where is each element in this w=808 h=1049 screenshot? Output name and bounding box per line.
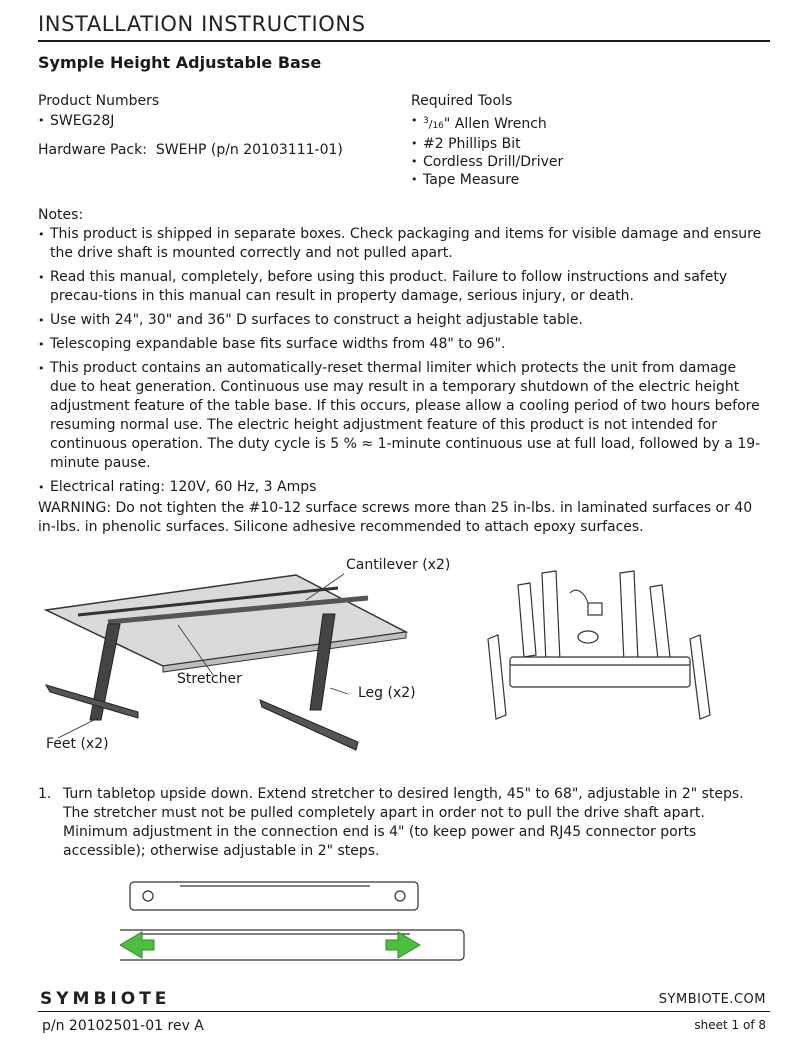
foot-right xyxy=(260,700,358,750)
list-item: • Tape Measure xyxy=(411,171,751,189)
list-item: • $^3$/16" Allen Wrench xyxy=(411,112,751,135)
part-number: p/n 20102501-01 rev A xyxy=(42,1018,204,1034)
foot-part-right xyxy=(690,635,710,719)
hardware-pack xyxy=(38,142,343,158)
cantilever-callout: Cantilever (x2) xyxy=(346,557,451,573)
required-tools-list xyxy=(411,112,751,189)
list-item: • This product contains an automatically-reset thermal limiter which protects the unit from damage due to heat generation. Continuous use may result in a temporary shutdown of the electric height adjustment feature of the table base. If this occurs, please allow a cooling period of two hours before resuming normal use. The electric height adjustment feature of this product is not intended for continuous operation. The duty cycle is 5 % ≈ 1-minute continuous use at full load, followed by a 19-minute pause. xyxy=(38,359,766,473)
leg-leader xyxy=(330,688,348,694)
list-item: • Use with 24", 30" and 36" D surfaces to construct a height adjustable table. xyxy=(38,311,766,330)
fraction-denominator: 16 xyxy=(432,121,444,131)
leg-part-1 xyxy=(518,583,536,657)
page-title: INSTALLATION INSTRUCTIONS xyxy=(38,12,366,36)
brand-logo: SYMBIOTE xyxy=(40,989,171,1009)
foot-part-left xyxy=(488,635,506,719)
leg-part-3 xyxy=(620,571,638,663)
cable-coil xyxy=(578,631,598,643)
list-item: • Electrical rating: 120V, 60 Hz, 3 Amps xyxy=(38,478,766,497)
product-numbers-section xyxy=(38,93,378,130)
list-item: • #2 Phillips Bit xyxy=(411,135,751,153)
cord xyxy=(570,590,588,603)
product-numbers-list xyxy=(38,112,378,130)
control-box xyxy=(588,603,602,615)
list-item: • Read this manual, completely, before using this product. Failure to follow instructions and safety precau-tions in this manual can result in property damage, serious injury, or death. xyxy=(38,268,766,306)
list-item: • Telescoping expandable base fits surface widths from 48" to 96". xyxy=(38,335,766,354)
feet-callout: Feet (x2) xyxy=(46,736,109,752)
sheet-number: sheet 1 of 8 xyxy=(694,1018,766,1032)
stretcher-callout: Stretcher xyxy=(177,671,242,687)
feet-leader xyxy=(58,718,98,738)
footer-divider xyxy=(38,1011,770,1012)
header-divider xyxy=(38,40,770,42)
mount-hole xyxy=(143,891,153,901)
notes-section xyxy=(38,207,766,502)
step-1 xyxy=(38,785,773,861)
notes-list xyxy=(38,225,766,497)
website-url[interactable]: SYMBIOTE.COM xyxy=(658,992,766,1007)
required-tools-heading: Required Tools xyxy=(411,93,513,109)
step-number: 1. xyxy=(38,786,52,802)
product-numbers-heading: Product Numbers xyxy=(38,93,160,109)
allen-wrench-label: " Allen Wrench xyxy=(443,116,547,132)
product-name: Symple Height Adjustable Base xyxy=(38,53,322,72)
stretcher-extension-diagram xyxy=(120,872,480,972)
hardware-pack-label: Hardware Pack: xyxy=(38,142,147,158)
warning-paragraph xyxy=(38,499,768,537)
tabletop-shape xyxy=(46,575,406,666)
table-assembly-diagram xyxy=(38,560,418,760)
notes-heading: Notes: xyxy=(38,207,84,223)
required-tools-section xyxy=(411,93,751,189)
fraction-numerator: 3 xyxy=(423,116,429,126)
parts-kit-diagram xyxy=(480,565,720,735)
list-item: • SWEG28J xyxy=(38,112,378,130)
hardware-pack-value: SWEHP (p/n 20103111-01) xyxy=(155,142,343,158)
warning-text: : Do not tighten the #10-12 surface screws more than 25 in-lbs. in laminated surfaces or 40 in-lbs. in phenolic surfaces. Silicone adhesive recommended to attach epoxy surfaces. xyxy=(38,500,753,535)
warning-label: WARNING xyxy=(38,500,107,516)
list-item: • This product is shipped in separate boxes. Check packaging and items for visible damage and ensure the drive shaft is mounted correctly and not pulled apart. xyxy=(38,225,766,263)
leg-part-2 xyxy=(542,571,560,663)
leg-part-4 xyxy=(650,585,670,659)
list-item: • Cordless Drill/Driver xyxy=(411,153,751,171)
mount-hole xyxy=(395,891,405,901)
leg-callout: Leg (x2) xyxy=(358,685,416,701)
step-text: Turn tabletop upside down. Extend stretcher to desired length, 45" to 68", adjustable in 2" steps. The stretcher must not be pulled completely apart in order not to pull the drive shaft apart. Minimum adjustment in the connection end is 4" (to keep power and RJ45 connector ports accessible); otherwise adjustable in 2" steps. xyxy=(63,786,744,859)
stretcher-part xyxy=(510,657,690,687)
